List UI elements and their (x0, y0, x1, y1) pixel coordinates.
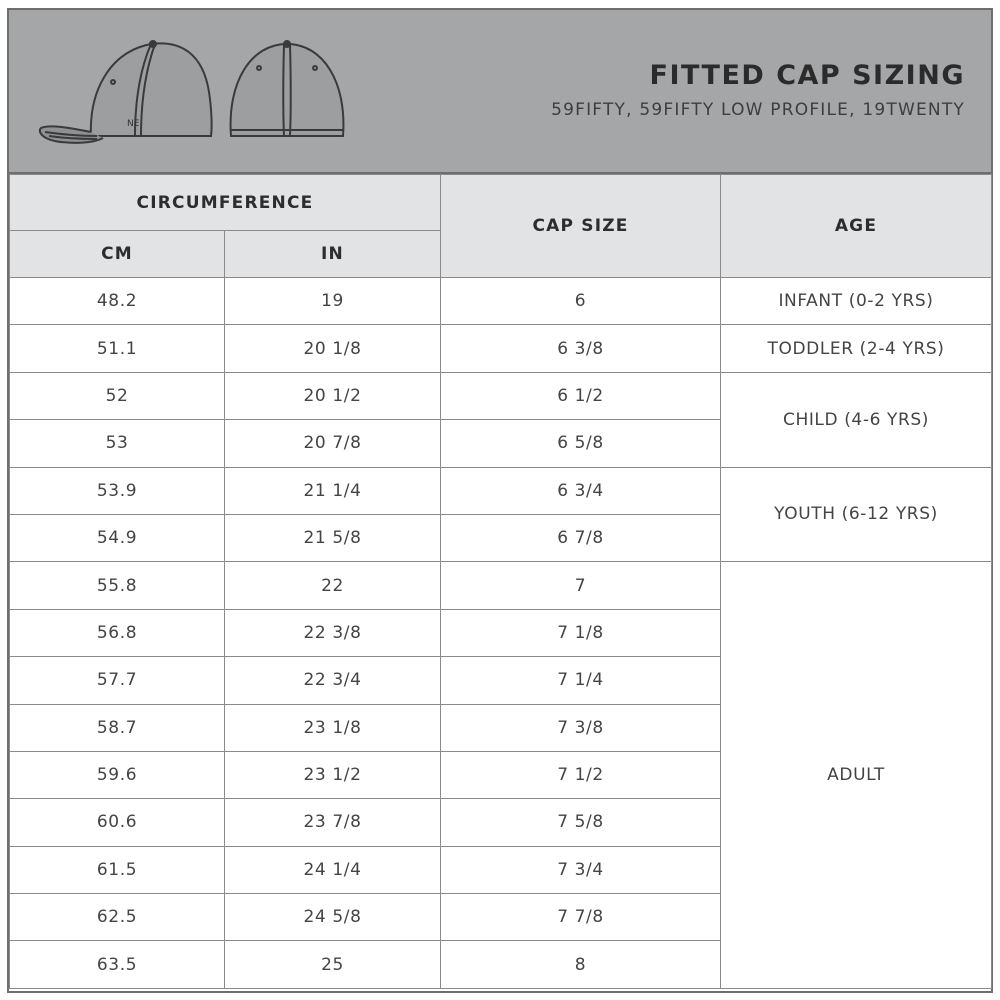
cm-cell: 53 (10, 420, 225, 467)
age-header: AGE (721, 175, 992, 278)
table-row (10, 278, 992, 325)
cm-cell: 62.5 (10, 894, 225, 941)
size-chart (7, 8, 993, 993)
age-cell: INFANT (0-2 YRS) (721, 278, 992, 325)
cap-size-cell: 6 1/2 (441, 372, 721, 419)
in-cell: 20 1/8 (225, 325, 441, 372)
cm-cell: 58.7 (10, 704, 225, 751)
cap-size-cell: 7 1/2 (441, 751, 721, 798)
in-cell: 19 (225, 278, 441, 325)
cm-cell: 57.7 (10, 657, 225, 704)
cm-cell: 53.9 (10, 467, 225, 514)
cm-cell: 60.6 (10, 799, 225, 846)
table-row (10, 372, 992, 419)
in-cell: 22 (225, 562, 441, 609)
in-cell: 24 1/4 (225, 846, 441, 893)
cm-header: CM (10, 231, 225, 278)
cap-size-cell: 7 7/8 (441, 894, 721, 941)
in-cell: 23 7/8 (225, 799, 441, 846)
cap-size-cell: 6 5/8 (441, 420, 721, 467)
in-cell: 22 3/8 (225, 609, 441, 656)
cap-size-cell: 7 3/8 (441, 704, 721, 751)
cap-size-cell: 7 1/8 (441, 609, 721, 656)
cap-size-cell: 6 (441, 278, 721, 325)
in-header: IN (225, 231, 441, 278)
in-cell: 24 5/8 (225, 894, 441, 941)
cap-illustrations (31, 32, 351, 144)
age-cell: TODDLER (2-4 YRS) (721, 325, 992, 372)
cm-cell: 48.2 (10, 278, 225, 325)
in-cell: 20 1/2 (225, 372, 441, 419)
cap-size-cell: 7 3/4 (441, 846, 721, 893)
table-row (10, 562, 992, 609)
in-cell: 23 1/8 (225, 704, 441, 751)
in-cell: 21 1/4 (225, 467, 441, 514)
cap-back-view-icon (231, 41, 344, 136)
in-cell: 25 (225, 941, 441, 988)
cm-cell: 51.1 (10, 325, 225, 372)
cm-cell: 63.5 (10, 941, 225, 988)
table-row (10, 325, 992, 372)
circumference-header: CIRCUMFERENCE (10, 175, 441, 231)
cap-size-cell: 8 (441, 941, 721, 988)
in-cell: 22 3/4 (225, 657, 441, 704)
cm-cell: 52 (10, 372, 225, 419)
size-table-body (10, 278, 992, 989)
cap-size-cell: 7 5/8 (441, 799, 721, 846)
cap-size-cell: 7 (441, 562, 721, 609)
age-cell: CHILD (4-6 YRS) (721, 372, 992, 467)
chart-title: FITTED CAP SIZING (649, 60, 965, 91)
in-cell: 21 5/8 (225, 514, 441, 561)
table-row (10, 467, 992, 514)
cm-cell: 56.8 (10, 609, 225, 656)
cap-size-cell: 6 7/8 (441, 514, 721, 561)
in-cell: 20 7/8 (225, 420, 441, 467)
cm-cell: 59.6 (10, 751, 225, 798)
cap-size-cell: 6 3/4 (441, 467, 721, 514)
cap-size-header: CAP SIZE (441, 175, 721, 278)
chart-header (9, 10, 991, 174)
cm-cell: 61.5 (10, 846, 225, 893)
cap-side-view-icon (40, 41, 212, 143)
age-cell: YOUTH (6-12 YRS) (721, 467, 992, 562)
cm-cell: 54.9 (10, 514, 225, 561)
chart-subtitle: 59FIFTY, 59FIFTY LOW PROFILE, 19TWENTY (551, 100, 965, 120)
age-cell: ADULT (721, 562, 992, 989)
in-cell: 23 1/2 (225, 751, 441, 798)
svg-text:NE: NE (127, 119, 140, 129)
cap-size-cell: 7 1/4 (441, 657, 721, 704)
cm-cell: 55.8 (10, 562, 225, 609)
cap-size-cell: 6 3/8 (441, 325, 721, 372)
size-table (9, 174, 992, 989)
